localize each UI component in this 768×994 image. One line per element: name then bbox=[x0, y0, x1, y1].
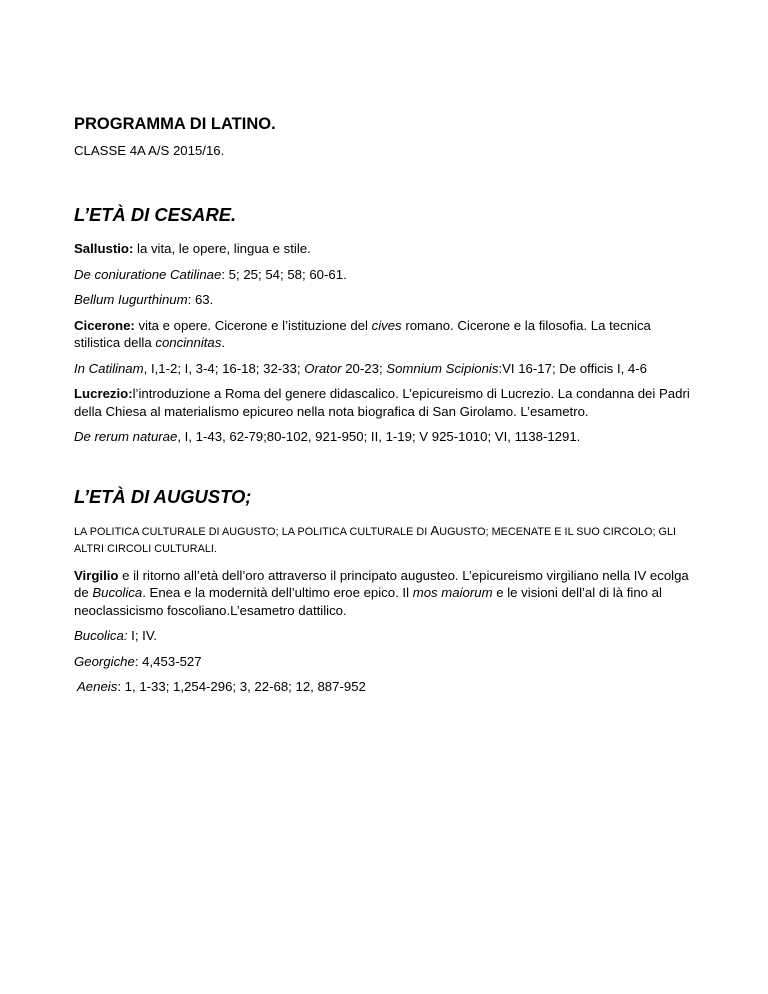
readings-georgiche: Georgiche: 4,453-527 bbox=[74, 653, 202, 669]
author-lucrezio: Lucrezio: bbox=[74, 386, 133, 401]
paragraph-lucrezio: Lucrezio:l’introduzione a Roma del genere didascalico. L’epicureismo di Lucrezio. La condanna dei Padri della Chiesa al materialismo epicureo nella nota biografica di San Girolamo. L’esametro. bbox=[74, 386, 690, 419]
work-title: Bellum Iugurthinum bbox=[74, 292, 188, 307]
author-cicerone: Cicerone: bbox=[74, 317, 135, 333]
readings-cicerone: In Catilinam, I,1-2; I, 3-4; 16-18; 32-33; Orator 20-23; Somnium Scipionis:VI 16-17; De officis I, 4-6 bbox=[74, 360, 647, 376]
paragraph-virgilio: Virgilio e il ritorno all’età dell’oro attraverso il principato augusteo. L’epicureismo virgiliano nella IV ecolga de Bucolica. Enea e la modernità dell’ultimo eroe epico. Il mos maiorum e le visioni dell’al di là fino al neoclassicismo foscoliano.L’esametro dattilico. bbox=[74, 567, 689, 618]
paragraph-sallustio: Sallustio: la vita, le opere, lingua e stile. bbox=[74, 241, 311, 256]
readings-iugurthinum: Bellum Iugurthinum: 63. bbox=[74, 292, 214, 307]
readings-lucrezio: De rerum naturae, I, 1-43, 62-79;80-102, 921-950; II, 1-19; V 925-1010; VI, 1138-1291. bbox=[74, 429, 581, 444]
paragraph-cicerone: Cicerone: vita e opere. Cicerone e l’istituzione del cives romano. Cicerone e la filosofia. La tecnica stilistica della concinnitas. bbox=[74, 317, 651, 350]
author-sallustio: Sallustio: bbox=[74, 241, 134, 256]
work-title: De coniuratione Catilinae bbox=[74, 266, 222, 282]
section-title-cesare: L’ETÀ DI CESARE. bbox=[74, 204, 237, 225]
class-line: CLASSE 4A A/S 2015/16. bbox=[74, 143, 225, 158]
author-virgilio: Virgilio bbox=[74, 567, 119, 583]
section-subtitle: LA POLITICA CULTURALE DI AUGUSTO; LA POLITICA CULTURALE DI AUGUSTO; MECENATE E IL SUO CIRCOLO; GLI ALTRI CIRCOLI CULTURALI. bbox=[74, 522, 677, 555]
readings-aeneis: Aeneis: 1, 1-33; 1,254-296; 3, 22-68; 12, 887-952 bbox=[77, 679, 366, 694]
document-title: PROGRAMMA DI LATINO. bbox=[74, 115, 276, 133]
readings-catilinae: De coniuratione Catilinae: 5; 25; 54; 58; 60-61. bbox=[74, 266, 347, 282]
document-body bbox=[74, 114, 698, 696]
section-title-augusto: L’ETÀ DI AUGUSTO; bbox=[74, 485, 252, 507]
readings-bucolica: Bucolica: I; IV. bbox=[74, 628, 158, 643]
